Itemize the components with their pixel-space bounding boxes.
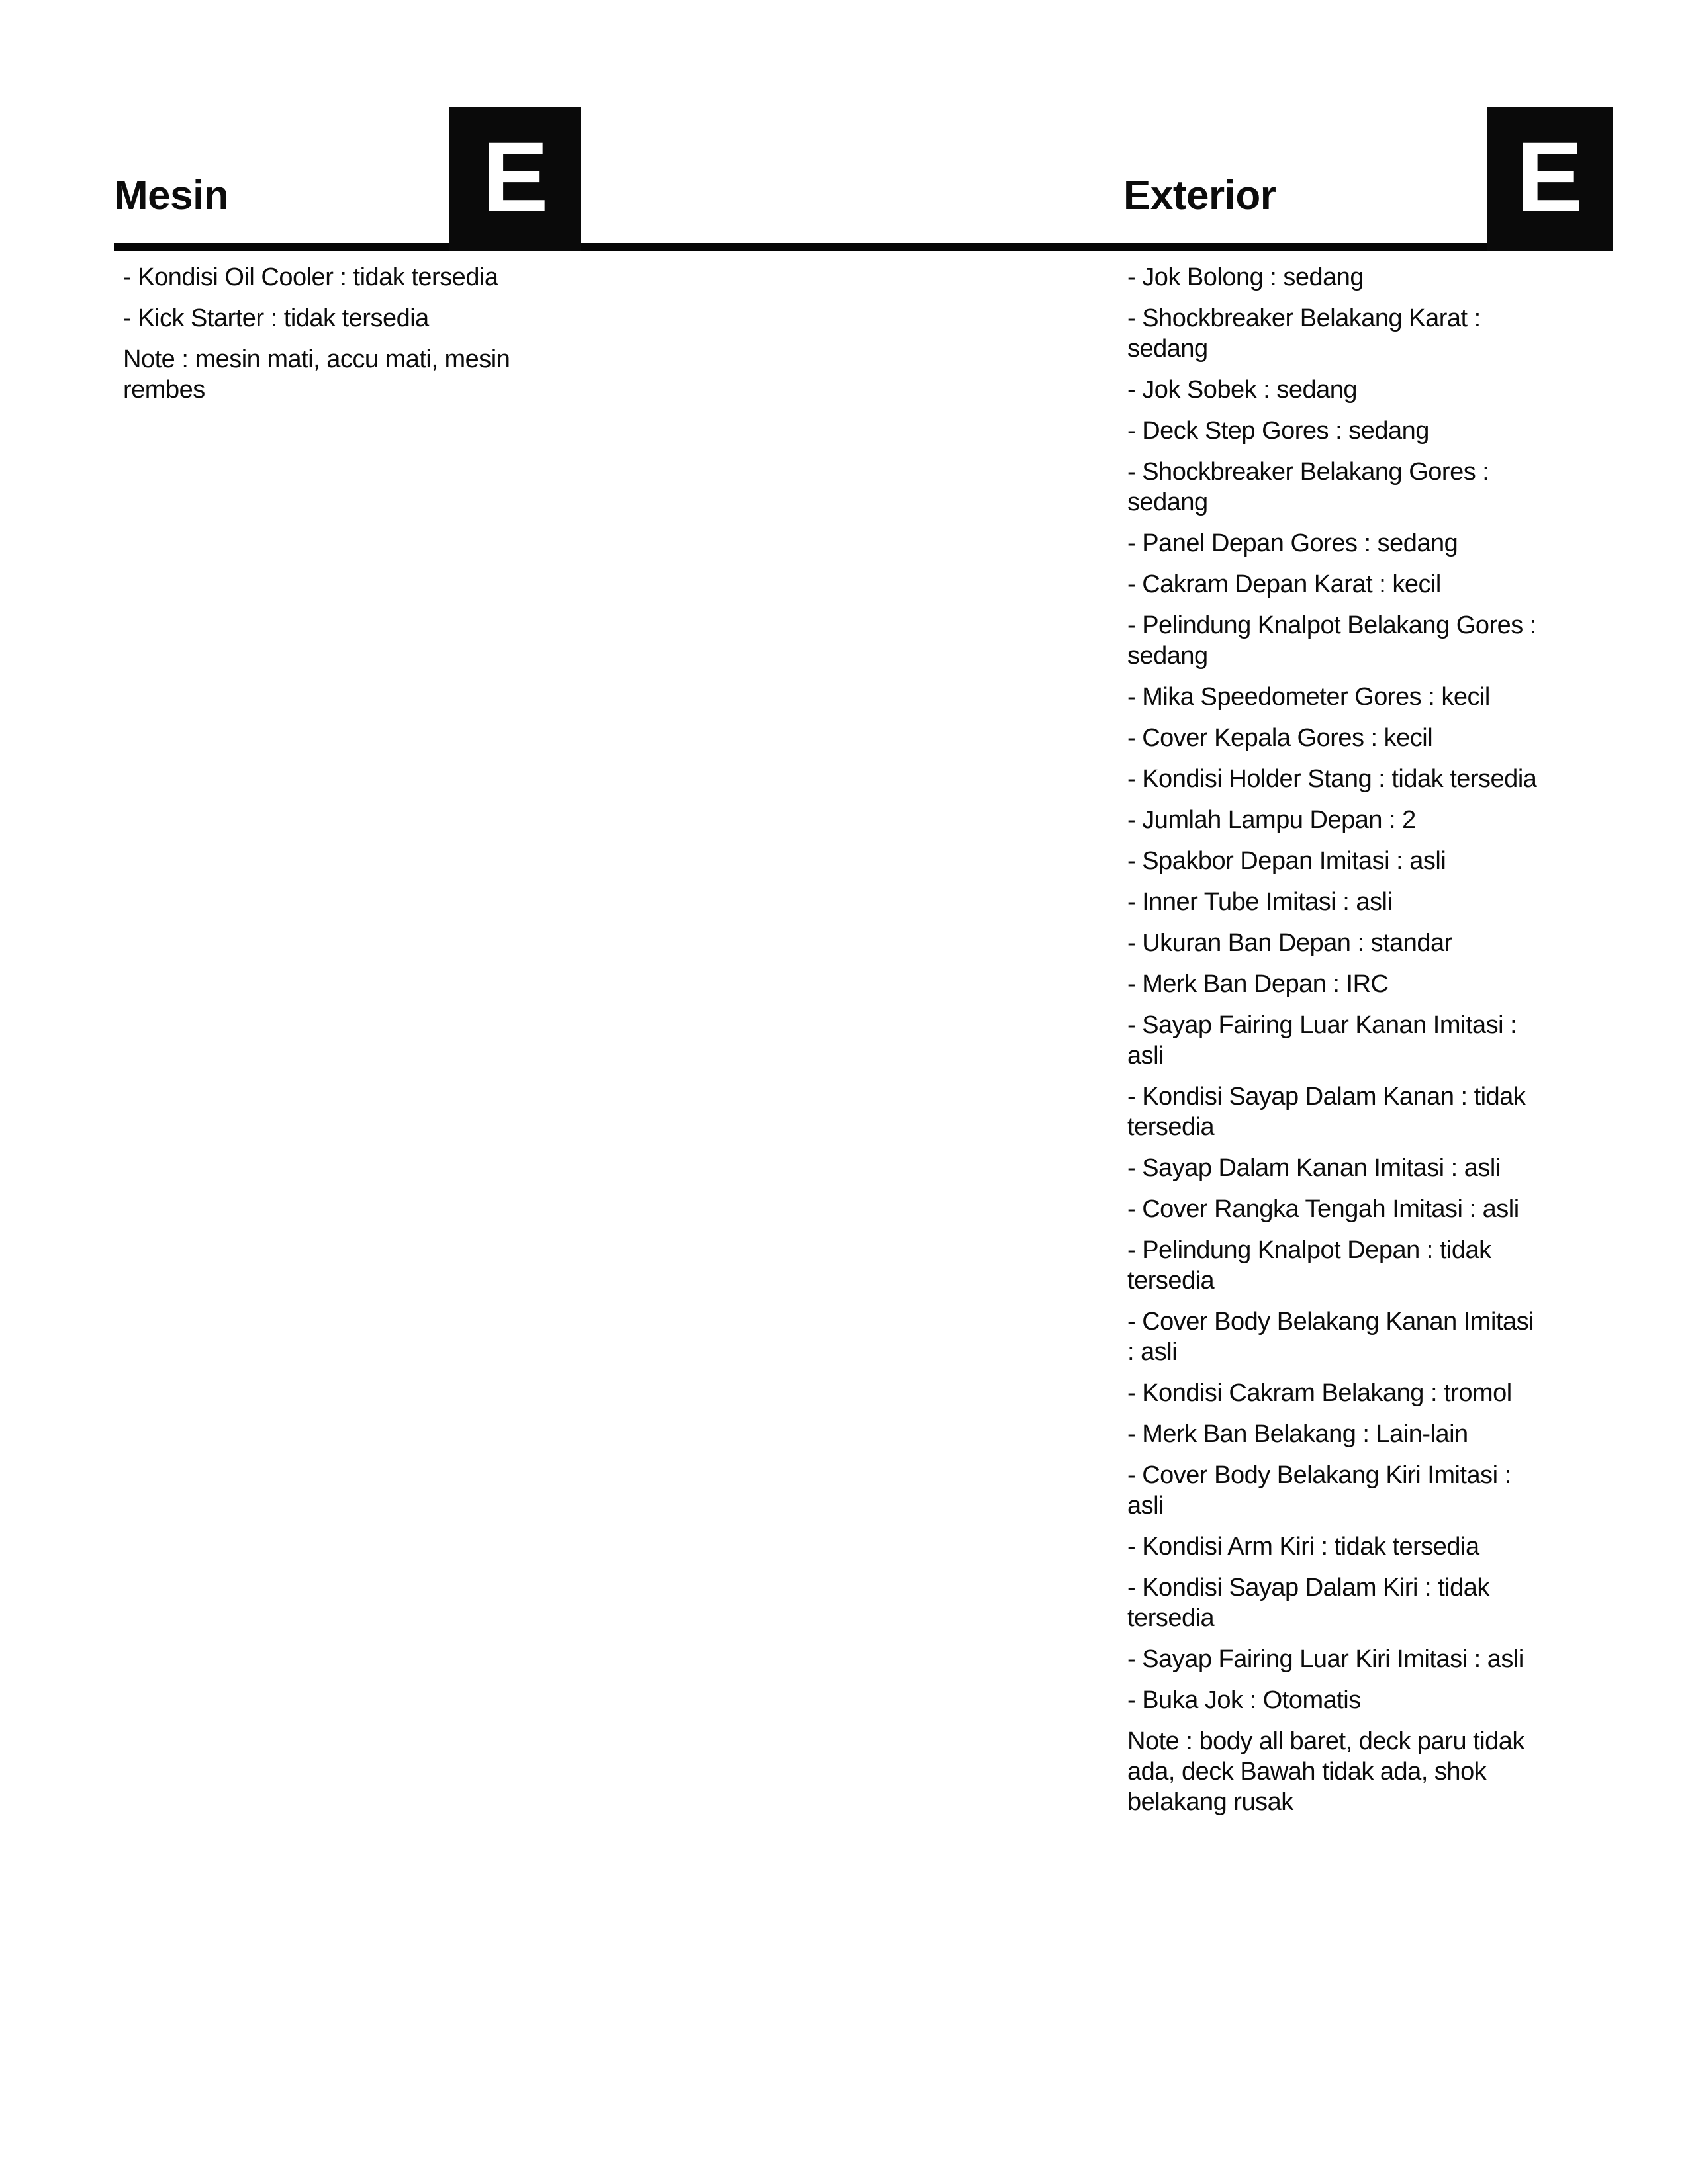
section-title-mesin: Mesin bbox=[114, 173, 229, 218]
section-note-exterior: Note : body all baret, deck paru tidak ada, deck Bawah tidak ada, shok belakang rusak bbox=[1127, 1727, 1524, 1816]
inspection-item: - Kick Starter : tidak tersedia bbox=[123, 304, 429, 332]
inspection-item: - Kondisi Sayap Dalam Kiri : tidak tersedia bbox=[1127, 1574, 1489, 1632]
inspection-item: - Cakram Depan Karat : kecil bbox=[1127, 570, 1441, 598]
inspection-item: - Sayap Fairing Luar Kiri Imitasi : asli bbox=[1127, 1645, 1524, 1673]
inspection-item: - Shockbreaker Belakang Gores : sedang bbox=[1127, 458, 1489, 516]
inspection-item: - Cover Rangka Tengah Imitasi : asli bbox=[1127, 1195, 1519, 1223]
inspection-item: - Deck Step Gores : sedang bbox=[1127, 417, 1429, 445]
inspection-item: - Pelindung Knalpot Depan : tidak tersedia bbox=[1127, 1236, 1491, 1295]
inspection-item: - Kondisi Holder Stang : tidak tersedia bbox=[1127, 765, 1537, 793]
inspection-item: - Cover Body Belakang Kiri Imitasi : asli bbox=[1127, 1461, 1511, 1520]
inspection-item: - Kondisi Sayap Dalam Kanan : tidak tersedia bbox=[1127, 1083, 1526, 1141]
inspection-item: - Jok Bolong : sedang bbox=[1127, 263, 1364, 291]
badge-letter: E bbox=[482, 120, 549, 232]
inspection-item: - Spakbor Depan Imitasi : asli bbox=[1127, 847, 1446, 875]
inspection-item: - Shockbreaker Belakang Karat : sedang bbox=[1127, 304, 1481, 363]
inspection-item: - Pelindung Knalpot Belakang Gores : sedang bbox=[1127, 612, 1536, 670]
section-badge-mesin bbox=[449, 107, 581, 251]
inspection-item: - Sayap Dalam Kanan Imitasi : asli bbox=[1127, 1154, 1501, 1182]
inspection-item: - Merk Ban Belakang : Lain-lain bbox=[1127, 1420, 1468, 1448]
inspection-item: - Ukuran Ban Depan : standar bbox=[1127, 929, 1452, 957]
inspection-item: - Mika Speedometer Gores : kecil bbox=[1127, 683, 1490, 711]
badge-letter: E bbox=[1516, 120, 1583, 232]
inspection-item: - Jok Sobek : sedang bbox=[1127, 376, 1357, 404]
inspection-item: - Cover Body Belakang Kanan Imitasi : asli bbox=[1127, 1308, 1534, 1366]
item-list-exterior bbox=[1127, 262, 1543, 1828]
inspection-item: - Cover Kepala Gores : kecil bbox=[1127, 724, 1433, 752]
item-list-mesin bbox=[123, 262, 586, 416]
section-note-mesin: Note : mesin mati, accu mati, mesin rembes bbox=[123, 345, 510, 404]
inspection-item: - Kondisi Oil Cooler : tidak tersedia bbox=[123, 263, 498, 291]
header-rule bbox=[114, 243, 1612, 251]
inspection-item: - Panel Depan Gores : sedang bbox=[1127, 529, 1458, 557]
inspection-item: - Kondisi Arm Kiri : tidak tersedia bbox=[1127, 1533, 1479, 1561]
inspection-item: - Sayap Fairing Luar Kanan Imitasi : asli bbox=[1127, 1011, 1517, 1069]
inspection-item: - Kondisi Cakram Belakang : tromol bbox=[1127, 1379, 1512, 1407]
section-badge-exterior bbox=[1487, 107, 1613, 251]
inspection-item: - Buka Jok : Otomatis bbox=[1127, 1686, 1361, 1714]
inspection-item: - Inner Tube Imitasi : asli bbox=[1127, 888, 1393, 916]
inspection-item: - Merk Ban Depan : IRC bbox=[1127, 970, 1389, 998]
section-title-exterior: Exterior bbox=[1123, 173, 1276, 218]
inspection-item: - Jumlah Lampu Depan : 2 bbox=[1127, 806, 1416, 834]
